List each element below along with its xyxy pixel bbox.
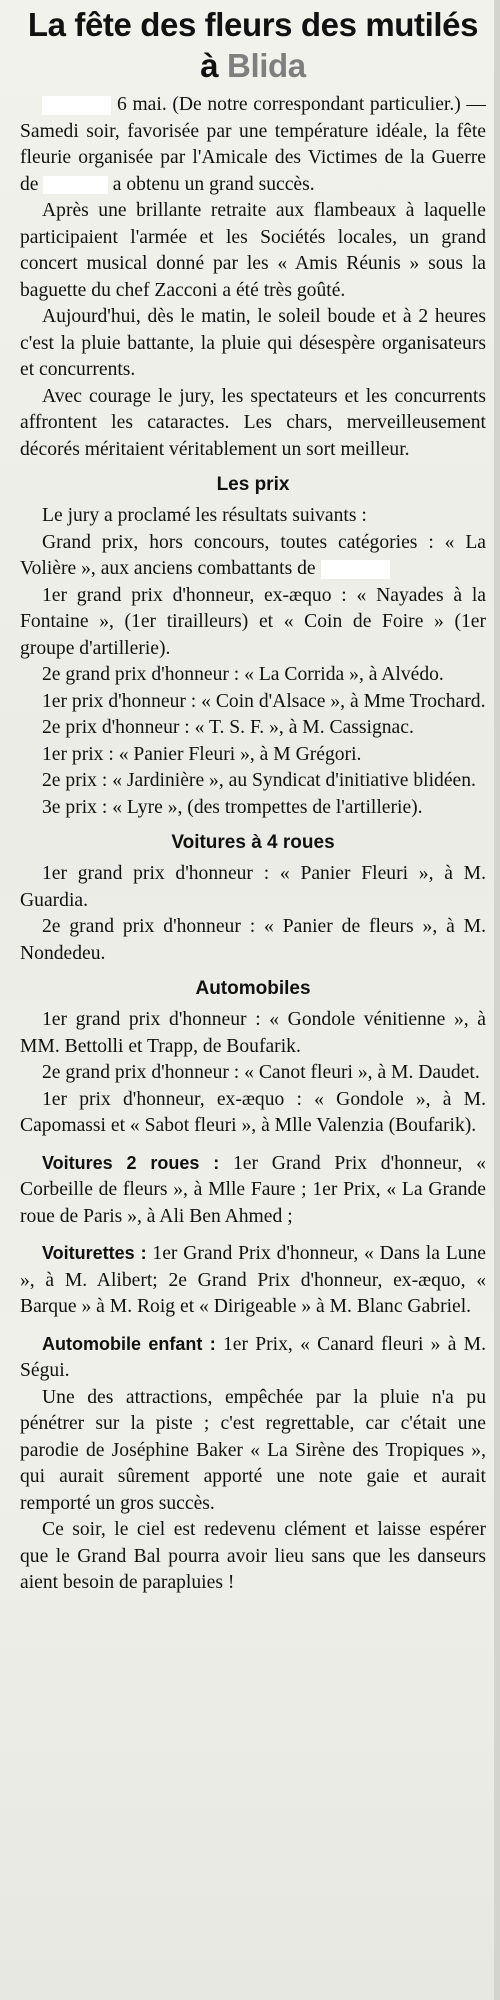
redacted-place — [42, 96, 111, 115]
grand-prix-paragraph — [20, 530, 486, 583]
grand-prix-text: Grand prix, hors concours, toutes catégories : « La Volière », aux anciens combattants de — [20, 531, 486, 579]
page-edge-shadow — [494, 0, 500, 2000]
prize-item: 2e grand prix d'honneur : « La Corrida », à Alvédo. — [42, 664, 444, 685]
section-heading-prix: Les prix — [216, 474, 290, 495]
paragraph: Aujourd'hui, dès le matin, le soleil boude et à 2 heures c'est la pluie battante, la pluie qui désespère organisateurs et concurrents. — [20, 306, 486, 380]
prize-item: 2e prix : « Jardinière », au Syndicat d'initiative blidéen. — [42, 770, 476, 791]
voitures-2-roues-paragraph — [20, 1150, 486, 1231]
prize-item: 2e grand prix d'honneur : « Panier de fleurs », à M. Nondedeu. — [20, 916, 486, 964]
closing-paragraph: Ce soir, le ciel est redevenu clément et laisse espérer que le Grand Bal pourra avoir lieu sans que les danseurs aient besoin de parapluies ! — [20, 1519, 486, 1593]
redacted-place — [321, 560, 390, 579]
section-heading-voitures-4-roues: Voitures à 4 roues — [171, 832, 335, 853]
voiturettes-paragraph — [20, 1240, 486, 1321]
paragraph: Avec courage le jury, les spectateurs et les concurrents affrontent les cataractes. Les chars, merveilleusement décorés méritaient véritablement un sort meilleur. — [20, 385, 486, 460]
redacted-place — [43, 176, 107, 195]
intro-paragraph — [20, 92, 486, 198]
prize-item: 2e prix d'honneur : « T. S. F. », à M. Cassignac. — [42, 717, 414, 738]
title-line-1: La fête des fleurs des mutilés — [27, 6, 479, 43]
category-text: 1er Grand Prix d'honneur, « Corbeille de fleurs », à Mlle Faure ; 1er Prix, « La Grande roue de Paris », à Ali Ben Ahmed ; — [20, 1152, 486, 1227]
title-place-stamp: Blida — [227, 47, 306, 84]
closing-paragraph: Une des attractions, empêchée par la pluie n'a pu pénétrer sur la piste ; c'est regrettable, car c'était une parodie de Joséphine Baker « La Sirène des Tropiques », qui aurait sûrement apporté une note gaie et aurait remporté un gros succès. — [20, 1386, 486, 1514]
intro-text-end: a obtenu un grand succès. — [107, 173, 315, 195]
article-title — [20, 0, 486, 86]
title-prefix: à — [200, 47, 228, 84]
intro-text: 6 mai. (De notre correspondant particulier.) — Samedi soir, favorisée par une température idéale, la fête fleurie organisée par l'Amicale des Victimes de la Guerre de — [20, 94, 486, 195]
paragraph: Le jury a proclamé les résultats suivants : — [42, 505, 367, 526]
spacer — [20, 1230, 486, 1240]
category-text: 1er Prix, « Canard fleuri » à M. Ségui. — [20, 1333, 486, 1381]
prize-item: 1er prix d'honneur, ex-æquo : « Gondole », à M. Capomassi et « Sabot fleuri », à Mlle Valenzia (Boufarik). — [20, 1088, 486, 1136]
prize-item: 1er grand prix d'honneur : « Panier Fleuri », à M. Guardia. — [20, 863, 486, 911]
prize-item: 1er grand prix d'honneur : « Gondole vénitienne », à MM. Bettolli et Trapp, de Boufarik. — [20, 1009, 486, 1057]
section-heading-automobiles: Automobiles — [195, 978, 311, 999]
prize-item: 1er grand prix d'honneur, ex-æquo : « Nayades à la Fontaine », (1er tirailleurs) et « Coin de Foire » (1er groupe d'artillerie). — [20, 584, 486, 659]
category-lead: Voiturettes : — [42, 1243, 147, 1263]
article-body — [20, 92, 486, 1597]
category-text: 1er Grand Prix d'honneur, « Dans la Lune », à M. Alibert; 2e Grand Prix d'honneur, ex-æquo, « Barque » à M. Roig et « Dirigeable » à M. Blanc Gabriel. — [20, 1243, 486, 1317]
spacer — [20, 1321, 486, 1331]
category-lead: Automobile enfant : — [42, 1333, 216, 1354]
prize-item: 1er prix d'honneur : « Coin d'Alsace », à Mme Trochard. — [42, 690, 486, 712]
paragraph: Après une brillante retraite aux flambeaux à laquelle participaient l'armée et les Sociétés locales, un grand concert musical donné par les « Amis Réunis » sous la baguette du chef Zacconi a été très goûté. — [20, 200, 486, 301]
automobile-enfant-paragraph — [20, 1331, 486, 1385]
category-lead: Voitures 2 roues : — [42, 1152, 220, 1173]
spacer — [20, 1140, 486, 1150]
prize-item: 3e prix : « Lyre », (des trompettes de l'artillerie). — [42, 796, 423, 818]
prize-item: 1er prix : « Panier Fleuri », à M Grégori. — [42, 743, 362, 765]
prize-item: 2e grand prix d'honneur : « Canot fleuri », à M. Daudet. — [42, 1062, 480, 1083]
title-line-2 — [20, 45, 486, 86]
